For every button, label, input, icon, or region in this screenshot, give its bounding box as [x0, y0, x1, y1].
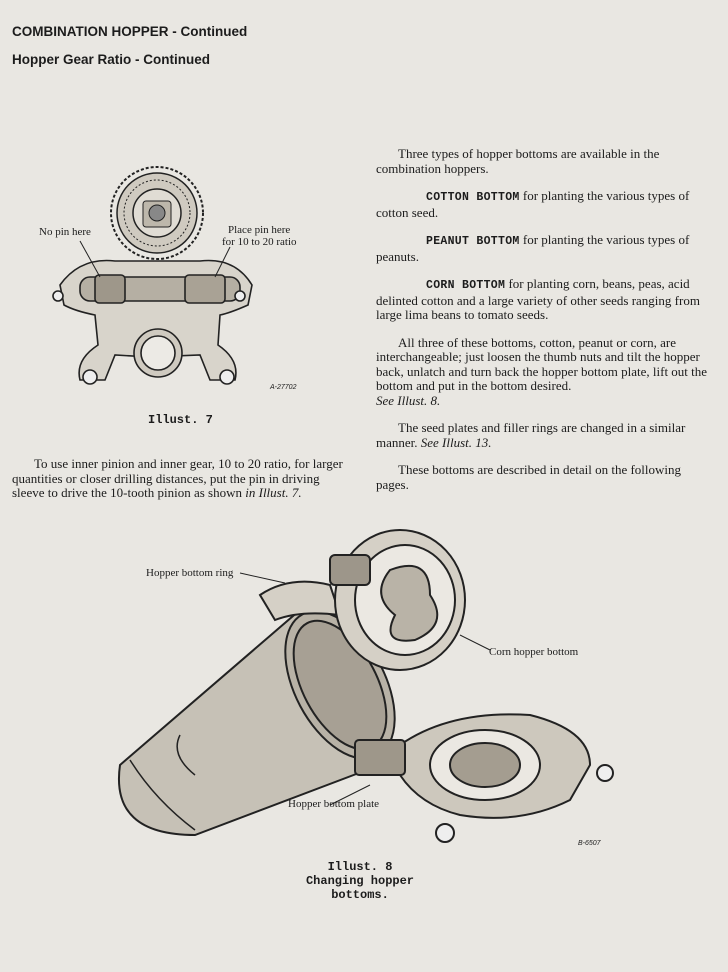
cotton-paragraph: [376, 189, 714, 220]
illust-8-caption: [280, 860, 440, 902]
ratio-label: for 10 to 20 ratio: [222, 236, 297, 248]
illust-8-title: Changing hopper bottoms.: [305, 874, 415, 902]
seed-plates-paragraph: [376, 421, 714, 450]
interchangeable-text: All three of these bottoms, cotton, peanut or corn, are interchangeable; just loosen the thumb nuts and tilt the hopper back, unlatch and turn back the hopper bottom plate, lift out the bottom and put in the bottom desired.: [376, 334, 708, 393]
illust-13-reference: See Illust. 13.: [420, 434, 492, 450]
no-pin-label: No pin here: [39, 226, 91, 238]
illust-8-number: Illust. 8: [327, 860, 393, 874]
corn-paragraph: [376, 277, 714, 323]
cotton-bottom-text: for planting the various types of cotton seed.: [376, 188, 690, 220]
peanut-bottom-text: for planting the various types of peanuts.: [376, 232, 690, 264]
corn-bottom-text: for planting corn, beans, peas, acid delinted cotton and a large variety of other seeds ranging from large lima beans to tomato seeds.: [376, 276, 700, 322]
pinion-instructions: [12, 457, 350, 501]
pinion-instructions-text: To use inner pinion and inner gear, 10 to 20 ratio, for larger quantities or closer drilling distances, put the pin in driving sleeve to drive the 10-tooth pinion as shown: [12, 456, 343, 500]
illust-8-reference: See Illust. 8.: [376, 392, 441, 408]
illustration-code: A-27702: [270, 384, 297, 391]
hopper-bottom-ring-label: Hopper bottom ring: [146, 567, 234, 579]
corn-bottom-term: CORN BOTTOM: [426, 279, 506, 292]
illustration-code-2: B-6507: [578, 840, 601, 847]
interchangeable-paragraph: [376, 336, 714, 409]
place-pin-label: Place pin here: [228, 224, 291, 236]
right-column: [376, 147, 714, 492]
illust-7-caption: Illust. 7: [148, 413, 213, 427]
described-paragraph: These bottoms are described in detail on the following pages.: [376, 462, 682, 492]
hopper-bottom-plate-label: Hopper bottom plate: [288, 798, 380, 810]
intro-paragraph: Three types of hopper bottoms are available in the combination hoppers.: [376, 146, 660, 176]
corn-hopper-bottom-label: Corn hopper bottom: [489, 646, 579, 658]
illust-7-reference: in Illust. 7.: [245, 485, 302, 500]
peanut-bottom-term: PEANUT BOTTOM: [426, 235, 520, 248]
peanut-paragraph: [376, 233, 714, 264]
seed-plates-text: The seed plates and filler rings are changed in a similar manner.: [376, 420, 686, 450]
cotton-bottom-term: COTTON BOTTOM: [426, 191, 520, 204]
section-heading: COMBINATION HOPPER - Continued: [12, 24, 248, 39]
subsection-heading: Hopper Gear Ratio - Continued: [12, 52, 211, 67]
gear-assembly-illustration: [40, 165, 300, 395]
